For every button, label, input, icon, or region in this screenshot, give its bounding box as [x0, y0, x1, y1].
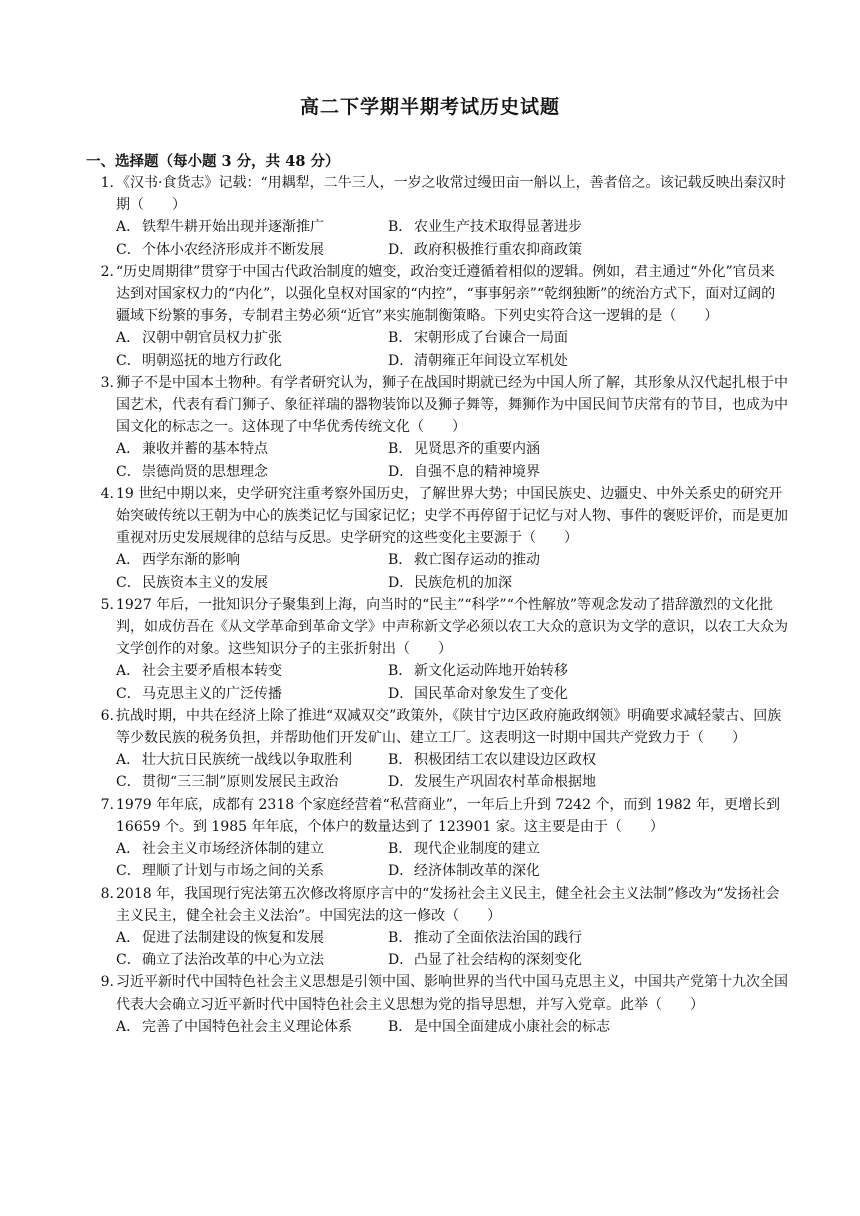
option-grid: [116, 549, 788, 593]
answer-option[interactable]: [116, 949, 388, 971]
option-label: C．: [116, 241, 141, 258]
option-text: 壮大抗日民族统一战线以争取胜利: [142, 752, 352, 769]
option-text: 西学东渐的影响: [142, 552, 240, 569]
option-text: 新文化运动阵地开始转移: [414, 663, 568, 680]
option-text: 完善了中国特色社会主义理论体系: [142, 1018, 352, 1035]
answer-option[interactable]: [116, 549, 388, 571]
answer-option[interactable]: [116, 216, 388, 238]
option-text: 宋朝形成了台谏合一局面: [414, 330, 568, 347]
option-grid: [116, 1016, 788, 1038]
option-text: 国民革命对象发生了变化: [414, 685, 568, 702]
question-stem: [88, 372, 788, 439]
option-text: 民族资本主义的发展: [142, 574, 268, 591]
answer-option[interactable]: [388, 771, 708, 793]
option-label: B．: [388, 219, 413, 236]
option-text: 自强不息的精神境界: [414, 463, 540, 480]
answer-option[interactable]: [116, 350, 388, 372]
answer-option[interactable]: [116, 860, 388, 882]
option-label: B．: [388, 441, 413, 458]
answer-option[interactable]: [388, 1016, 708, 1038]
option-grid: [116, 749, 788, 793]
option-text: 社会主义市场经济体制的建立: [142, 841, 324, 858]
option-text: 农业生产技术取得显著进步: [414, 219, 582, 236]
option-text: 社会主要矛盾根本转变: [142, 663, 282, 680]
question-stem: [88, 971, 788, 1015]
answer-option[interactable]: [388, 461, 708, 483]
question-list: [88, 172, 788, 1038]
answer-option[interactable]: [388, 683, 708, 705]
question-text: 抗战时期，中共在经济上除了推进“双减双交”政策外，《陕甘宁边区政府施政纲领》明确要求减轻蒙古、回族等少数民族的税务负担，并帮助他们开发矿山、建立工厂。这表明这一时期中国共产党致力于（ ）: [116, 707, 782, 747]
answer-option[interactable]: [388, 239, 708, 261]
question-text: 1927 年后，一批知识分子聚集到上海，向当时的“民主”“科学”“个性解放”等观念发动了措辞激烈的文化批判，如成仿吾在《从文学革命到革命文学》中声称新文学必须以农工大众的意识为文学的意识，以农工大众为文学创作的对象。这些知识分子的主张折射出（ ）: [116, 596, 788, 658]
question-stem: [88, 261, 788, 328]
option-label: D．: [388, 952, 414, 969]
question-stem: [88, 594, 788, 661]
option-text: 铁犁牛耕开始出现并逐渐推广: [142, 219, 324, 236]
option-grid: [116, 327, 788, 371]
option-label: D．: [388, 241, 414, 258]
question-number: 6.: [100, 707, 114, 724]
question-text: 狮子不是中国本土物种。有学者研究认为，狮子在战国时期就已经为中国人所了解，其形象从汉代起扎根于中国艺术，代表有看门狮子、象征祥瑞的器物装饰以及狮子舞等，舞狮作为中国民间节庆常有的节目，也成为中国文化的标志之一。这体现了中华优秀传统文化（ ）: [116, 374, 788, 436]
answer-option[interactable]: [116, 927, 388, 949]
option-text: 贯彻“三三制”原则发展民主政治: [142, 774, 339, 791]
option-label: B．: [388, 841, 413, 858]
answer-option[interactable]: [116, 838, 388, 860]
option-label: C．: [116, 352, 141, 369]
question-number: 9.: [100, 974, 114, 991]
option-label: B．: [388, 330, 413, 347]
option-label: A．: [116, 752, 141, 769]
option-text: 现代企业制度的建立: [414, 841, 540, 858]
question-1: [88, 172, 788, 261]
question-6: [88, 705, 788, 794]
answer-option[interactable]: [116, 660, 388, 682]
question-number: 7.: [100, 796, 114, 813]
option-label: A．: [116, 219, 141, 236]
answer-option[interactable]: [116, 239, 388, 261]
answer-option[interactable]: [388, 549, 708, 571]
answer-option[interactable]: [116, 683, 388, 705]
option-label: C．: [116, 863, 141, 880]
answer-option[interactable]: [388, 572, 708, 594]
option-label: C．: [116, 463, 141, 480]
answer-option[interactable]: [388, 438, 708, 460]
option-grid: [116, 438, 788, 482]
option-label: C．: [116, 774, 141, 791]
question-text: 1979 年年底，成都有 2318 个家庭经营着“私营商业”，一年后上升到 7242 个，而到 1982 年，更增长到 16659 个。到 1985 年年底，个体户的数量达到了 123901 家。这主要是由于（ ）: [116, 796, 780, 835]
option-text: 救亡图存运动的推动: [414, 552, 540, 569]
answer-option[interactable]: [388, 216, 708, 238]
option-grid: [116, 927, 788, 971]
option-label: A．: [116, 441, 141, 458]
question-stem: [88, 172, 788, 216]
option-text: 汉朝中朝官员权力扩张: [142, 330, 282, 347]
section-heading: 一、选择题（每小题 3 分，共 48 分）: [86, 153, 340, 170]
option-label: B．: [388, 929, 413, 946]
option-text: 发展生产巩固农村革命根据地: [414, 774, 596, 791]
answer-option[interactable]: [388, 927, 708, 949]
option-label: D．: [388, 352, 414, 369]
option-text: 马克思主义的广泛传播: [142, 685, 282, 702]
option-label: A．: [116, 552, 141, 569]
answer-option[interactable]: [116, 461, 388, 483]
question-5: [88, 594, 788, 705]
option-text: 促进了法制建设的恢复和发展: [142, 929, 324, 946]
option-label: D．: [388, 463, 414, 480]
question-stem: [88, 794, 788, 838]
option-label: A．: [116, 929, 141, 946]
option-label: B．: [388, 663, 413, 680]
option-label: C．: [116, 685, 141, 702]
answer-option[interactable]: [116, 771, 388, 793]
question-text: 《汉书·食货志》记载：“用耦犁，二牛三人，一岁之收常过缦田亩一斛以上，善者倍之。该记载反映出秦汉时期（ ）: [116, 175, 786, 214]
answer-option[interactable]: [388, 327, 708, 349]
answer-option[interactable]: [388, 860, 708, 882]
option-label: D．: [388, 774, 414, 791]
page-title: 高二下学期半期考试历史试题: [299, 96, 560, 118]
option-label: B．: [388, 552, 413, 569]
answer-option[interactable]: [116, 749, 388, 771]
question-3: [88, 372, 788, 483]
question-text: 习近平新时代中国特色社会主义思想是引领中国、影响世界的当代中国马克思主义，中国共产党第十九次全国代表大会确立习近平新时代中国特色社会主义思想为党的指导思想，并写入党章。此举（ ）: [116, 974, 788, 1013]
answer-option[interactable]: [388, 949, 708, 971]
option-text: 推动了全面依法治国的践行: [414, 929, 582, 946]
option-label: C．: [116, 574, 141, 591]
option-text: 见贤思齐的重要内涵: [414, 441, 540, 458]
question-number: 3.: [100, 374, 114, 391]
option-label: D．: [388, 574, 414, 591]
question-9: [88, 971, 788, 1038]
option-text: 确立了法治改革的中心为立法: [142, 952, 324, 969]
option-text: 兼收并蓄的基本特点: [142, 441, 268, 458]
option-text: 崇德尚贤的思想理念: [142, 463, 268, 480]
question-7: [88, 794, 788, 883]
option-text: 民族危机的加深: [414, 574, 512, 591]
answer-option[interactable]: [388, 350, 708, 372]
answer-option[interactable]: [116, 572, 388, 594]
option-text: 个体小农经济形成并不断发展: [142, 241, 324, 258]
option-text: 明朝巡抚的地方行政化: [142, 352, 282, 369]
option-label: A．: [116, 663, 141, 680]
question-4: [88, 483, 788, 594]
question-text: 19 世纪中期以来，史学研究注重考察外国历史，了解世界大势；中国民族史、边疆史、中外关系史的研究开始突破传统以王朝为中心的族类记忆与国家记忆；史学不再停留于记忆与对人物、事件的褒贬评价，而是更加重视对历史发展规律的总结与反思。史学研究的这些变化主要源于（ ）: [116, 485, 788, 547]
option-text: 政府积极推行重农抑商政策: [414, 241, 582, 258]
answer-option[interactable]: [116, 1016, 388, 1038]
question-number: 2.: [100, 263, 114, 280]
question-2: [88, 261, 788, 372]
option-text: 理顺了计划与市场之间的关系: [142, 863, 324, 880]
option-label: A．: [116, 841, 141, 858]
question-number: 5.: [100, 596, 114, 613]
option-text: 清朝雍正年间设立军机处: [414, 352, 568, 369]
answer-option[interactable]: [388, 838, 708, 860]
option-label: B．: [388, 752, 413, 769]
option-grid: [116, 216, 788, 260]
answer-option[interactable]: [116, 438, 388, 460]
option-label: B．: [388, 1018, 413, 1035]
option-grid: [116, 660, 788, 704]
answer-option[interactable]: [388, 660, 708, 682]
option-label: D．: [388, 863, 414, 880]
question-8: [88, 883, 788, 972]
answer-option[interactable]: [116, 327, 388, 349]
option-label: A．: [116, 1018, 141, 1035]
option-text: 凸显了社会结构的深刻变化: [414, 952, 582, 969]
option-label: C．: [116, 952, 141, 969]
question-stem: [88, 483, 788, 550]
option-grid: [116, 838, 788, 882]
option-text: 积极团结工农以建设边区政权: [414, 752, 596, 769]
question-text: “历史周期律”贯穿于中国古代政治制度的嬗变，政治变迁遵循着相似的逻辑。例如，君主通过“外化”官员来达到对国家权力的“内化”，以强化皇权对国家的“内控”，“事事躬亲”“乾纲独断”的统治方式下，面对辽阔的疆域下纷繁的事务，专制君主势必须“近官”来实施制衡策略。下列史实符合这一逻辑的是（ ）: [116, 263, 776, 325]
option-text: 是中国全面建成小康社会的标志: [414, 1018, 610, 1035]
question-number: 8.: [100, 885, 114, 902]
question-text: 2018 年，我国现行宪法第五次修改将原序言中的“发扬社会主义民主，健全社会主义法制”修改为“发扬社会主义民主，健全社会主义法治”。中国宪法的这一修改（ ）: [116, 885, 780, 924]
option-label: A．: [116, 330, 141, 347]
question-stem: [88, 705, 788, 749]
question-stem: [88, 883, 788, 927]
option-text: 经济体制改革的深化: [414, 863, 540, 880]
answer-option[interactable]: [388, 749, 708, 771]
question-number: 1.: [100, 175, 114, 191]
question-number: 4.: [100, 485, 114, 502]
option-label: D．: [388, 685, 414, 702]
